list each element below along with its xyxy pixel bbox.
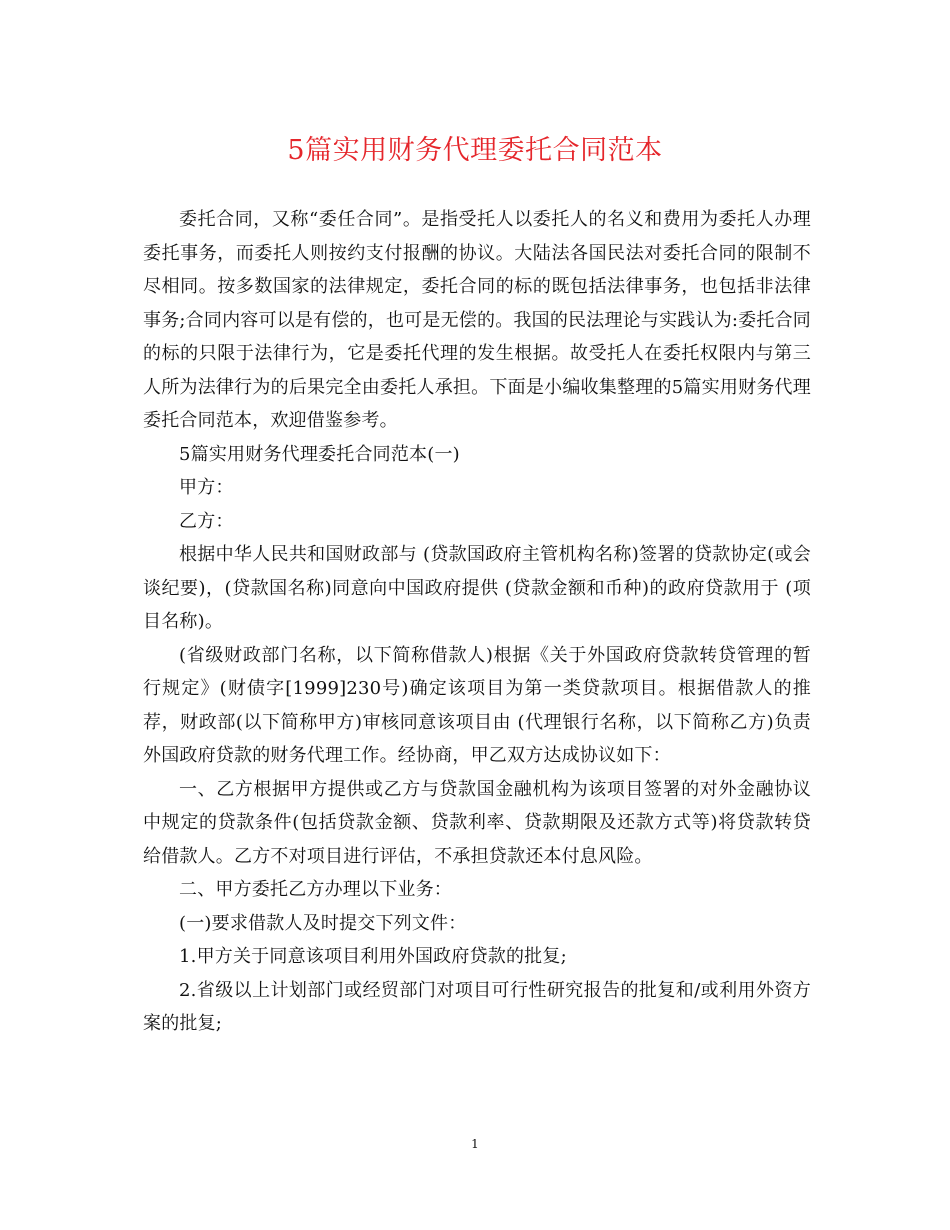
paragraph-party-a: 甲方： — [179, 477, 234, 498]
page-number: 1 — [471, 1137, 479, 1151]
paragraph-section-heading: 5篇实用财务代理委托合同范本(一) — [179, 443, 460, 465]
paragraph-loan-agreement: 根据中华人民共和国财政部与 (贷款国政府主管机构名称)签署的贷款协定(或会谈纪要)，(贷款国名称)同意向中国政府提供 (贷款金额和币种)的政府贷款用于 (项目名称)。 — [143, 544, 811, 632]
paragraph-clause-two: 二、甲方委托乙方办理以下业务： — [179, 879, 452, 900]
paragraph-item-two: 2.省级以上计划部门或经贸部门对项目可行性研究报告的批复和/或利用外资方案的批复; — [143, 979, 811, 1034]
paragraph-item-one: 1.甲方关于同意该项目利用外国政府贷款的批复; — [179, 946, 567, 967]
document-title: 5篇实用财务代理委托合同范本 — [287, 135, 663, 166]
paragraph-intro: 委托合同，又称“委任合同”。是指受托人以委托人的名义和费用为委托人办理委托事务，而委托人则按约支付报酬的协议。大陆法各国民法对委托合同的限制不尽相同。按多数国家的法律规定，委托合同的标的既包括法律事务，也包括非法律事务;合同内容可以是有偿的，也可是无偿的。我国的民法理论与实践认为:委托合同的标的只限于法律行为，它是委托代理的发生根据。故受托人在委托权限内与第三人所为法律行为的后果完全由委托人承担。下面是小编收集整理的5篇实用财务代理委托合同范本，欢迎借鉴参考。 — [143, 209, 811, 431]
paragraph-clause-one: 一、乙方根据甲方提供或乙方与贷款国金融机构为该项目签署的对外金融协议中规定的贷款条件(包括贷款金额、贷款利率、贷款期限及还款方式等)将贷款转贷给借款人。乙方不对项目进行评估，不承担贷款还本付息风险。 — [143, 778, 811, 867]
paragraph-party-b: 乙方： — [179, 510, 234, 532]
paragraph-borrower: (省级财政部门名称，以下简称借款人)根据《关于外国政府贷款转贷管理的暂行规定》(财债字[1999]230号)确定该项目为第一类贷款项目。根据借款人的推荐，财政部(以下简称甲方)审核同意该项目由 (代理银行名称，以下简称乙方)负责外国政府贷款的财务代理工作。经协商，甲乙双方达成协议如下： — [143, 644, 811, 766]
paragraph-clause-two-sub-one: (一)要求借款人及时提交下列文件： — [179, 912, 467, 934]
document-body — [143, 203, 811, 1041]
